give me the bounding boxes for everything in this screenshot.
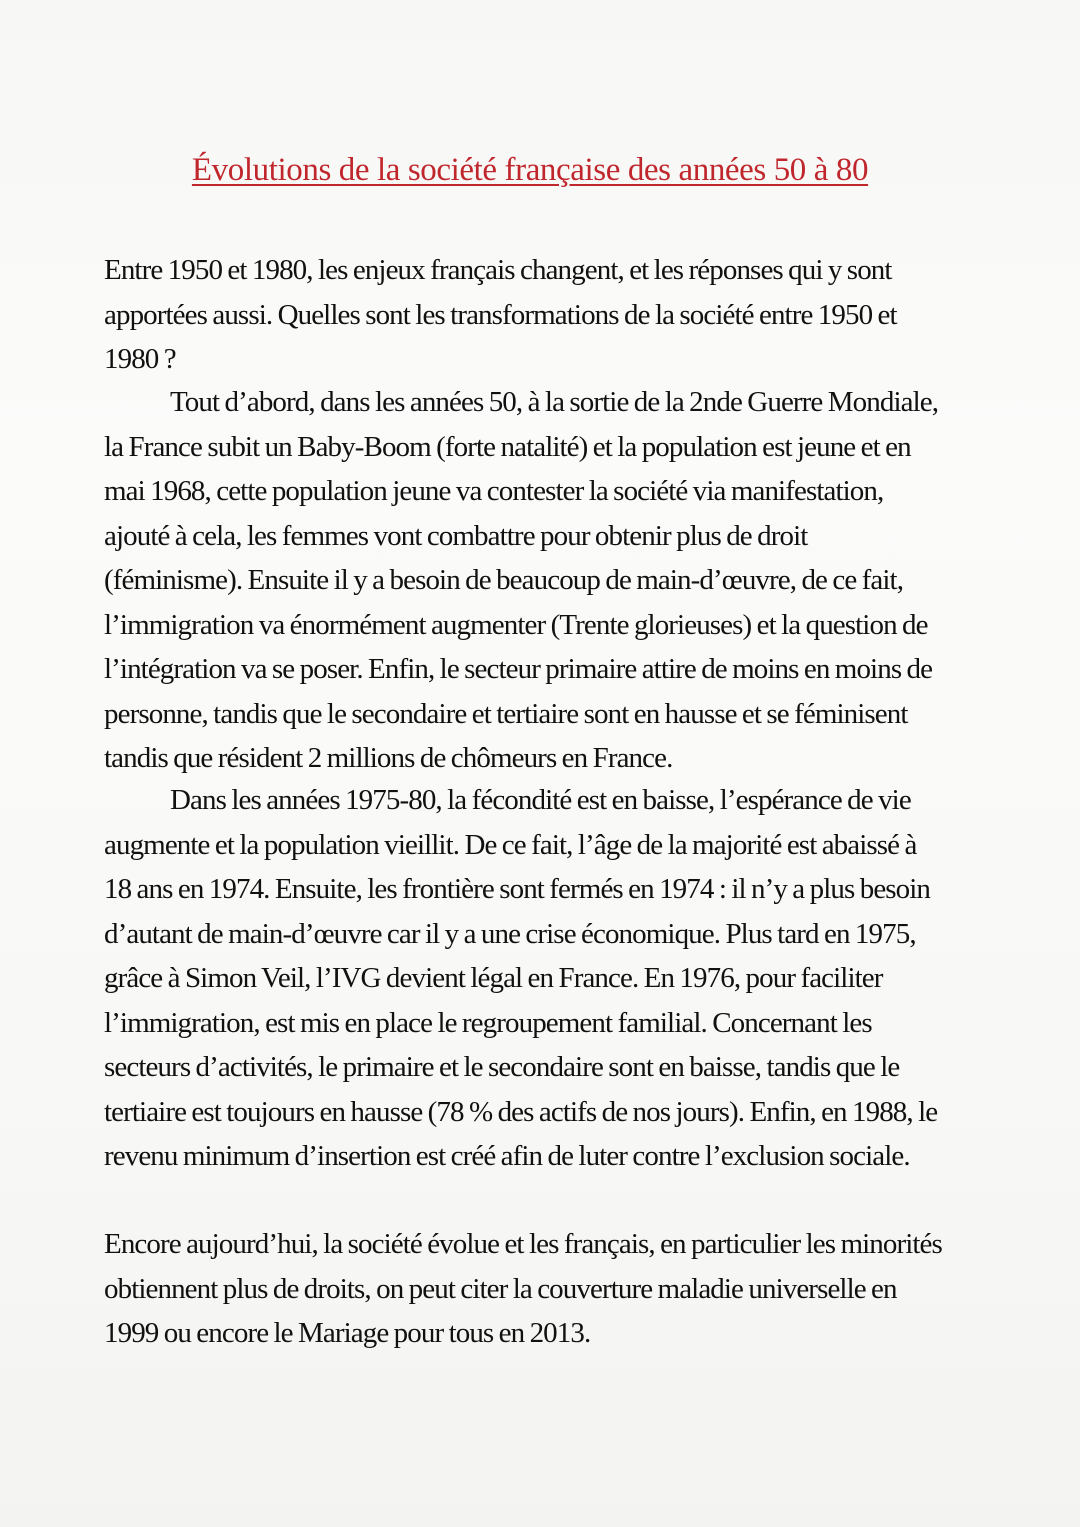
second-period-paragraph: Dans les années 1975-80, la fécondité est en baisse, l’espérance de vie augmente et la population vieillit. De ce fait, l’âge de la majorité est abaissé à 18 ans en 1974. Ensuite, les frontière sont fermés en 1974 : il n’y a plus besoin d’autant de main-d’œuvre car il y a une crise économique. Plus tard en 1975, grâce à Simon Veil, l’IVG devient légal en France. En 1976, pour faciliter l’immigration, est mis en place le regroupement familial. Concernant les secteurs d’activités, le primaire et le secondaire sont en baisse, tandis que le tertiaire est toujours en hausse (78 % des actifs de nos jours). Enfin, en 1988, le revenu minimum d’insertion est créé afin de luter contre l’exclusion sociale. xyxy=(104,784,938,1172)
conclusion-paragraph: Encore aujourd’hui, la société évolue et les français, en particulier les minorités obtiennent plus de droits, on peut citer la couverture maladie universelle en 1999 ou encore le Mariage pour tous en 2013. xyxy=(104,1228,942,1349)
first-period-paragraph: Tout d’abord, dans les années 50, à la sortie de la 2nde Guerre Mondiale, la France subit un Baby-Boom (forte natalité) et la population est jeune et en mai 1968, cette population jeune va contester la société via manifestation, ajouté à cela, les femmes vont combattre pour obtenir plus de droit (féminisme). Ensuite il y a besoin de beaucoup de main-d’œuvre, de ce fait, l’immigration va énormément augmenter (Trente glorieuses) et la question de l’intégration va se poser. Enfin, le secteur primaire attire de moins en moins de personne, tandis que le secondaire et tertiaire sont en hausse et se féminisent tandis que résident 2 millions de chômeurs en France. xyxy=(104,386,939,774)
document-title: Évolutions de la société française des années 50 à 80 xyxy=(191,152,869,188)
intro-paragraph: Entre 1950 et 1980, les enjeux français changent, et les réponses qui y sont apportées aussi. Quelles sont les transformations de la société entre 1950 et 1980 ? xyxy=(104,254,897,375)
